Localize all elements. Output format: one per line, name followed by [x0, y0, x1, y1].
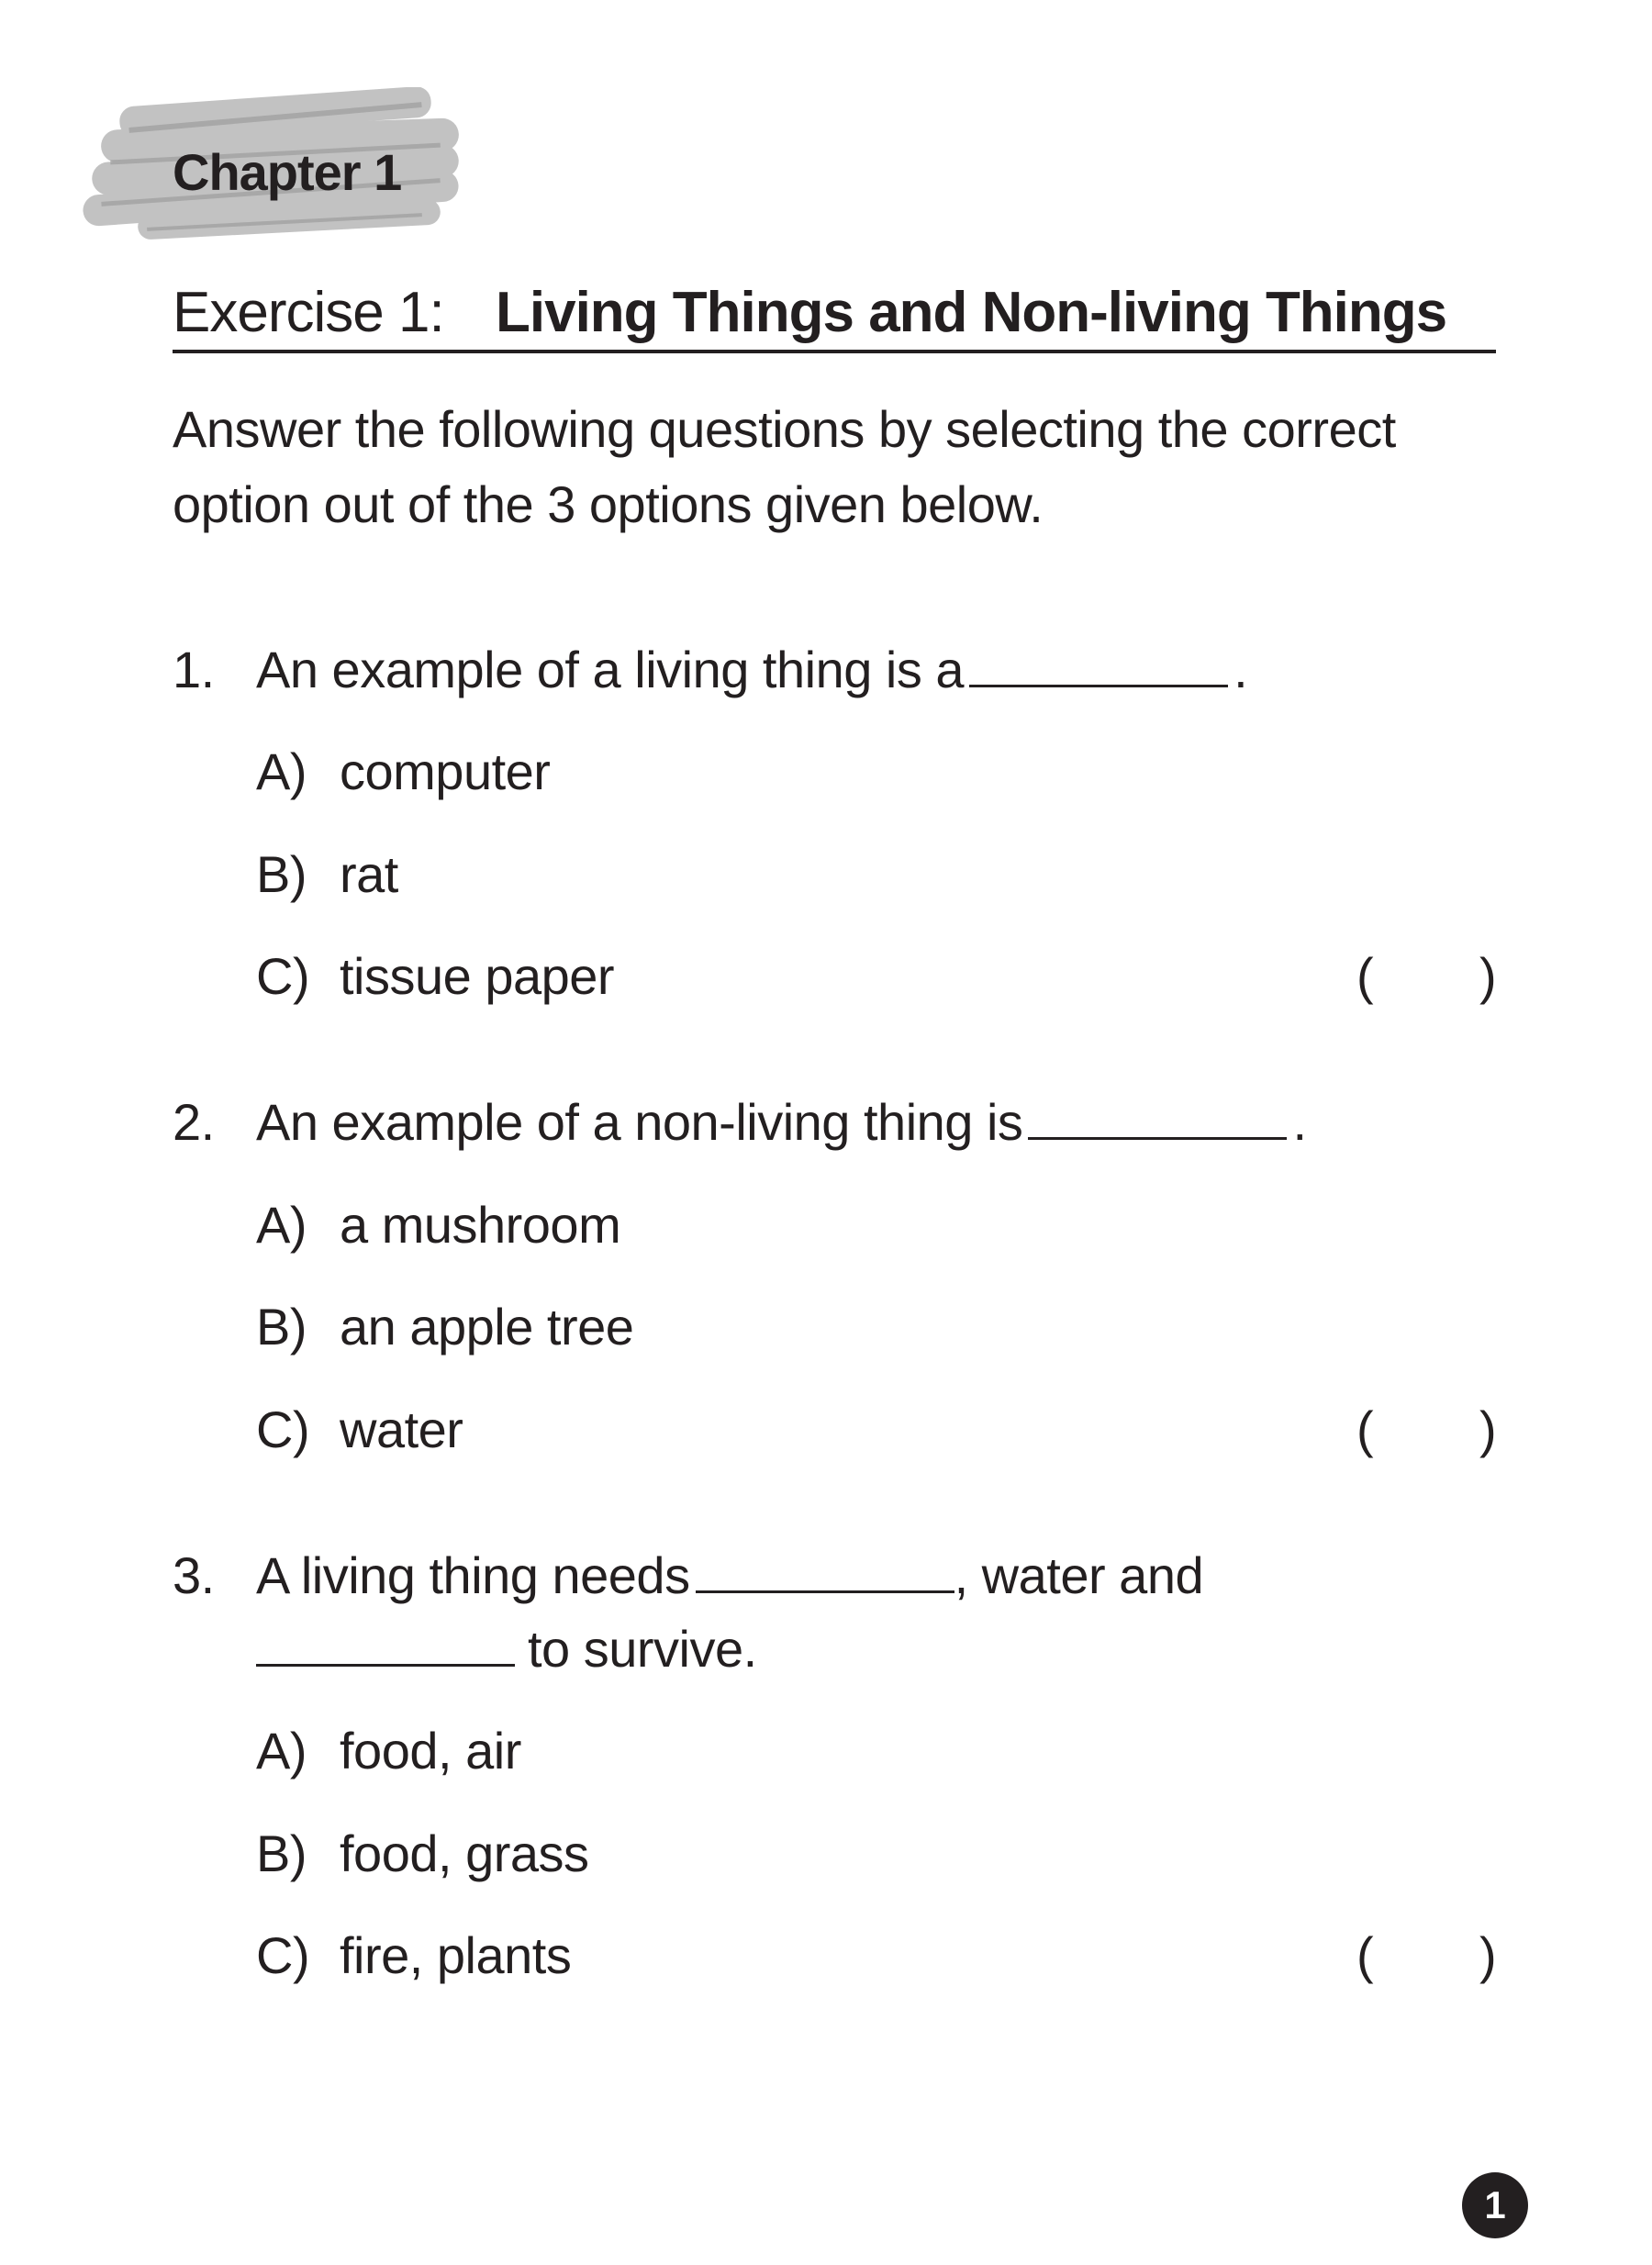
option-letter: C)	[256, 1400, 310, 1458]
question-text-part: to survive.	[528, 1620, 757, 1678]
answer-box-open[interactable]: (	[1356, 1400, 1374, 1458]
option-letter: B)	[256, 1298, 307, 1356]
option-letter: C)	[256, 947, 310, 1005]
answer-box-close[interactable]: )	[1479, 1400, 1497, 1458]
question-number: 2.	[173, 1093, 215, 1151]
option-text[interactable]: tissue paper	[340, 947, 615, 1005]
question-text-part: .	[1233, 641, 1248, 698]
chapter-heading: Chapter 1	[173, 143, 402, 201]
option-text[interactable]: a mushroom	[340, 1196, 621, 1254]
instructions-line-1: Answer the following questions by selecting the correct	[173, 400, 1396, 458]
answer-box-open[interactable]: (	[1356, 947, 1374, 1005]
answer-blank	[969, 639, 1228, 687]
option-letter: B)	[256, 1824, 307, 1882]
option-text[interactable]: food, grass	[340, 1824, 589, 1882]
answer-blank	[256, 1618, 515, 1667]
question-text-continued	[256, 1617, 757, 1681]
option-letter: A)	[256, 742, 307, 800]
answer-box-close[interactable]: )	[1479, 947, 1497, 1005]
question-text	[256, 638, 1247, 702]
exercise-title: Living Things and Non-living Things	[496, 281, 1447, 344]
exercise-heading	[173, 280, 1496, 353]
question-text-part: A living thing needs	[256, 1546, 690, 1604]
option-text[interactable]: fire, plants	[340, 1926, 572, 1984]
option-letter: B)	[256, 845, 307, 903]
question-text-part: An example of a non-living thing is	[256, 1093, 1023, 1151]
option-letter: A)	[256, 1196, 307, 1254]
option-letter: C)	[256, 1926, 310, 1984]
question-number: 3.	[173, 1546, 215, 1604]
instructions-line-2: option out of the 3 options given below.	[173, 475, 1044, 533]
option-text[interactable]: water	[340, 1400, 463, 1458]
question-number: 1.	[173, 641, 215, 698]
answer-blank	[696, 1545, 954, 1593]
exercise-label: Exercise 1:	[173, 281, 444, 344]
page-number-badge: 1	[1462, 2172, 1528, 2238]
option-text[interactable]: rat	[340, 845, 398, 903]
answer-box-close[interactable]: )	[1479, 1926, 1497, 1984]
question-text	[256, 1090, 1307, 1155]
question-text-part: , water and	[954, 1546, 1204, 1604]
question-text-part: An example of a living thing is a	[256, 641, 965, 698]
question-text	[256, 1544, 1203, 1608]
answer-blank	[1028, 1091, 1287, 1140]
option-text[interactable]: computer	[340, 742, 551, 800]
option-text[interactable]: an apple tree	[340, 1298, 634, 1356]
answer-box-open[interactable]: (	[1356, 1926, 1374, 1984]
option-text[interactable]: food, air	[340, 1722, 521, 1780]
option-letter: A)	[256, 1722, 307, 1780]
question-text-part: .	[1292, 1093, 1307, 1151]
